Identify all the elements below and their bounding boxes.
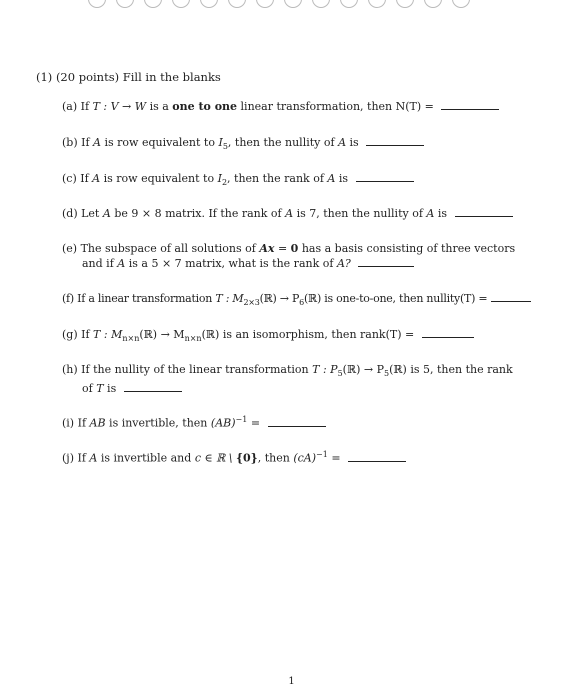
question-c: (c) If A is row equivalent to $I_2$, then the rank of A is	[62, 171, 414, 190]
binder-hole	[88, 0, 106, 8]
binder-hole	[256, 0, 274, 8]
question-j: (j) If A is invertible and c ∈ ℝ \ {0}, then (cA)$^{-1}$ =	[62, 447, 406, 466]
answer-blank-h[interactable]	[124, 381, 182, 392]
question-g: (g) If T : $M_{n\times n}(ℝ)$ → $M_{n\times n}(ℝ)$ is an isomorphism, then rank(T) =	[62, 327, 474, 346]
question-i: (i) If AB is invertible, then (AB)$^{-1}$ =	[62, 412, 326, 431]
problem-heading: (1) (20 points) Fill in the blanks	[36, 70, 221, 84]
answer-blank-c[interactable]	[356, 171, 414, 182]
question-d: (d) Let A be 9 × 8 matrix. If the rank of A is 7, then the nullity of A is	[62, 206, 513, 221]
binder-hole	[284, 0, 302, 8]
answer-blank-b[interactable]	[366, 135, 424, 146]
answer-blank-a[interactable]	[441, 99, 499, 110]
question-f: (f) If a linear transformation T : $M_{2\times 3}(ℝ)$ → $P_6(ℝ)$ is one-to-one, then nullity(T) =	[62, 291, 531, 310]
binder-hole	[424, 0, 442, 8]
binder-hole	[228, 0, 246, 8]
answer-blank-i[interactable]	[268, 416, 326, 427]
answer-blank-f[interactable]	[491, 291, 531, 302]
question-b: (b) If A is row equivalent to $I_5$, then the nullity of A is	[62, 135, 424, 154]
answer-blank-j[interactable]	[348, 451, 406, 462]
question-e: (e) The subspace of all solutions of Ax = 0 has a basis consisting of three vectors and if A is a 5 × 7 matrix, what is the rank of A?	[62, 242, 516, 270]
question-h: (h) If the nullity of the linear transformation T : $P_5(ℝ)$ → $P_5(ℝ)$ is 5, then the rank of T is	[62, 363, 513, 396]
binder-hole	[396, 0, 414, 8]
question-h-line2: of T is	[62, 381, 513, 396]
binder-hole	[368, 0, 386, 8]
answer-blank-e[interactable]	[358, 256, 414, 267]
binder-hole	[144, 0, 162, 8]
binder-hole	[312, 0, 330, 8]
answer-blank-d[interactable]	[455, 206, 513, 217]
binder-hole	[340, 0, 358, 8]
answer-blank-g[interactable]	[422, 327, 474, 338]
question-e-line2: and if A is a 5 × 7 matrix, what is the rank of A?	[62, 256, 515, 271]
binder-hole	[200, 0, 218, 8]
binder-hole	[452, 0, 470, 8]
binder-holes	[88, 0, 470, 8]
question-a: (a) If T : V → W is a one to one linear transformation, then N(T) =	[62, 99, 499, 114]
page-number: 1	[288, 676, 295, 687]
binder-hole	[172, 0, 190, 8]
binder-hole	[116, 0, 134, 8]
